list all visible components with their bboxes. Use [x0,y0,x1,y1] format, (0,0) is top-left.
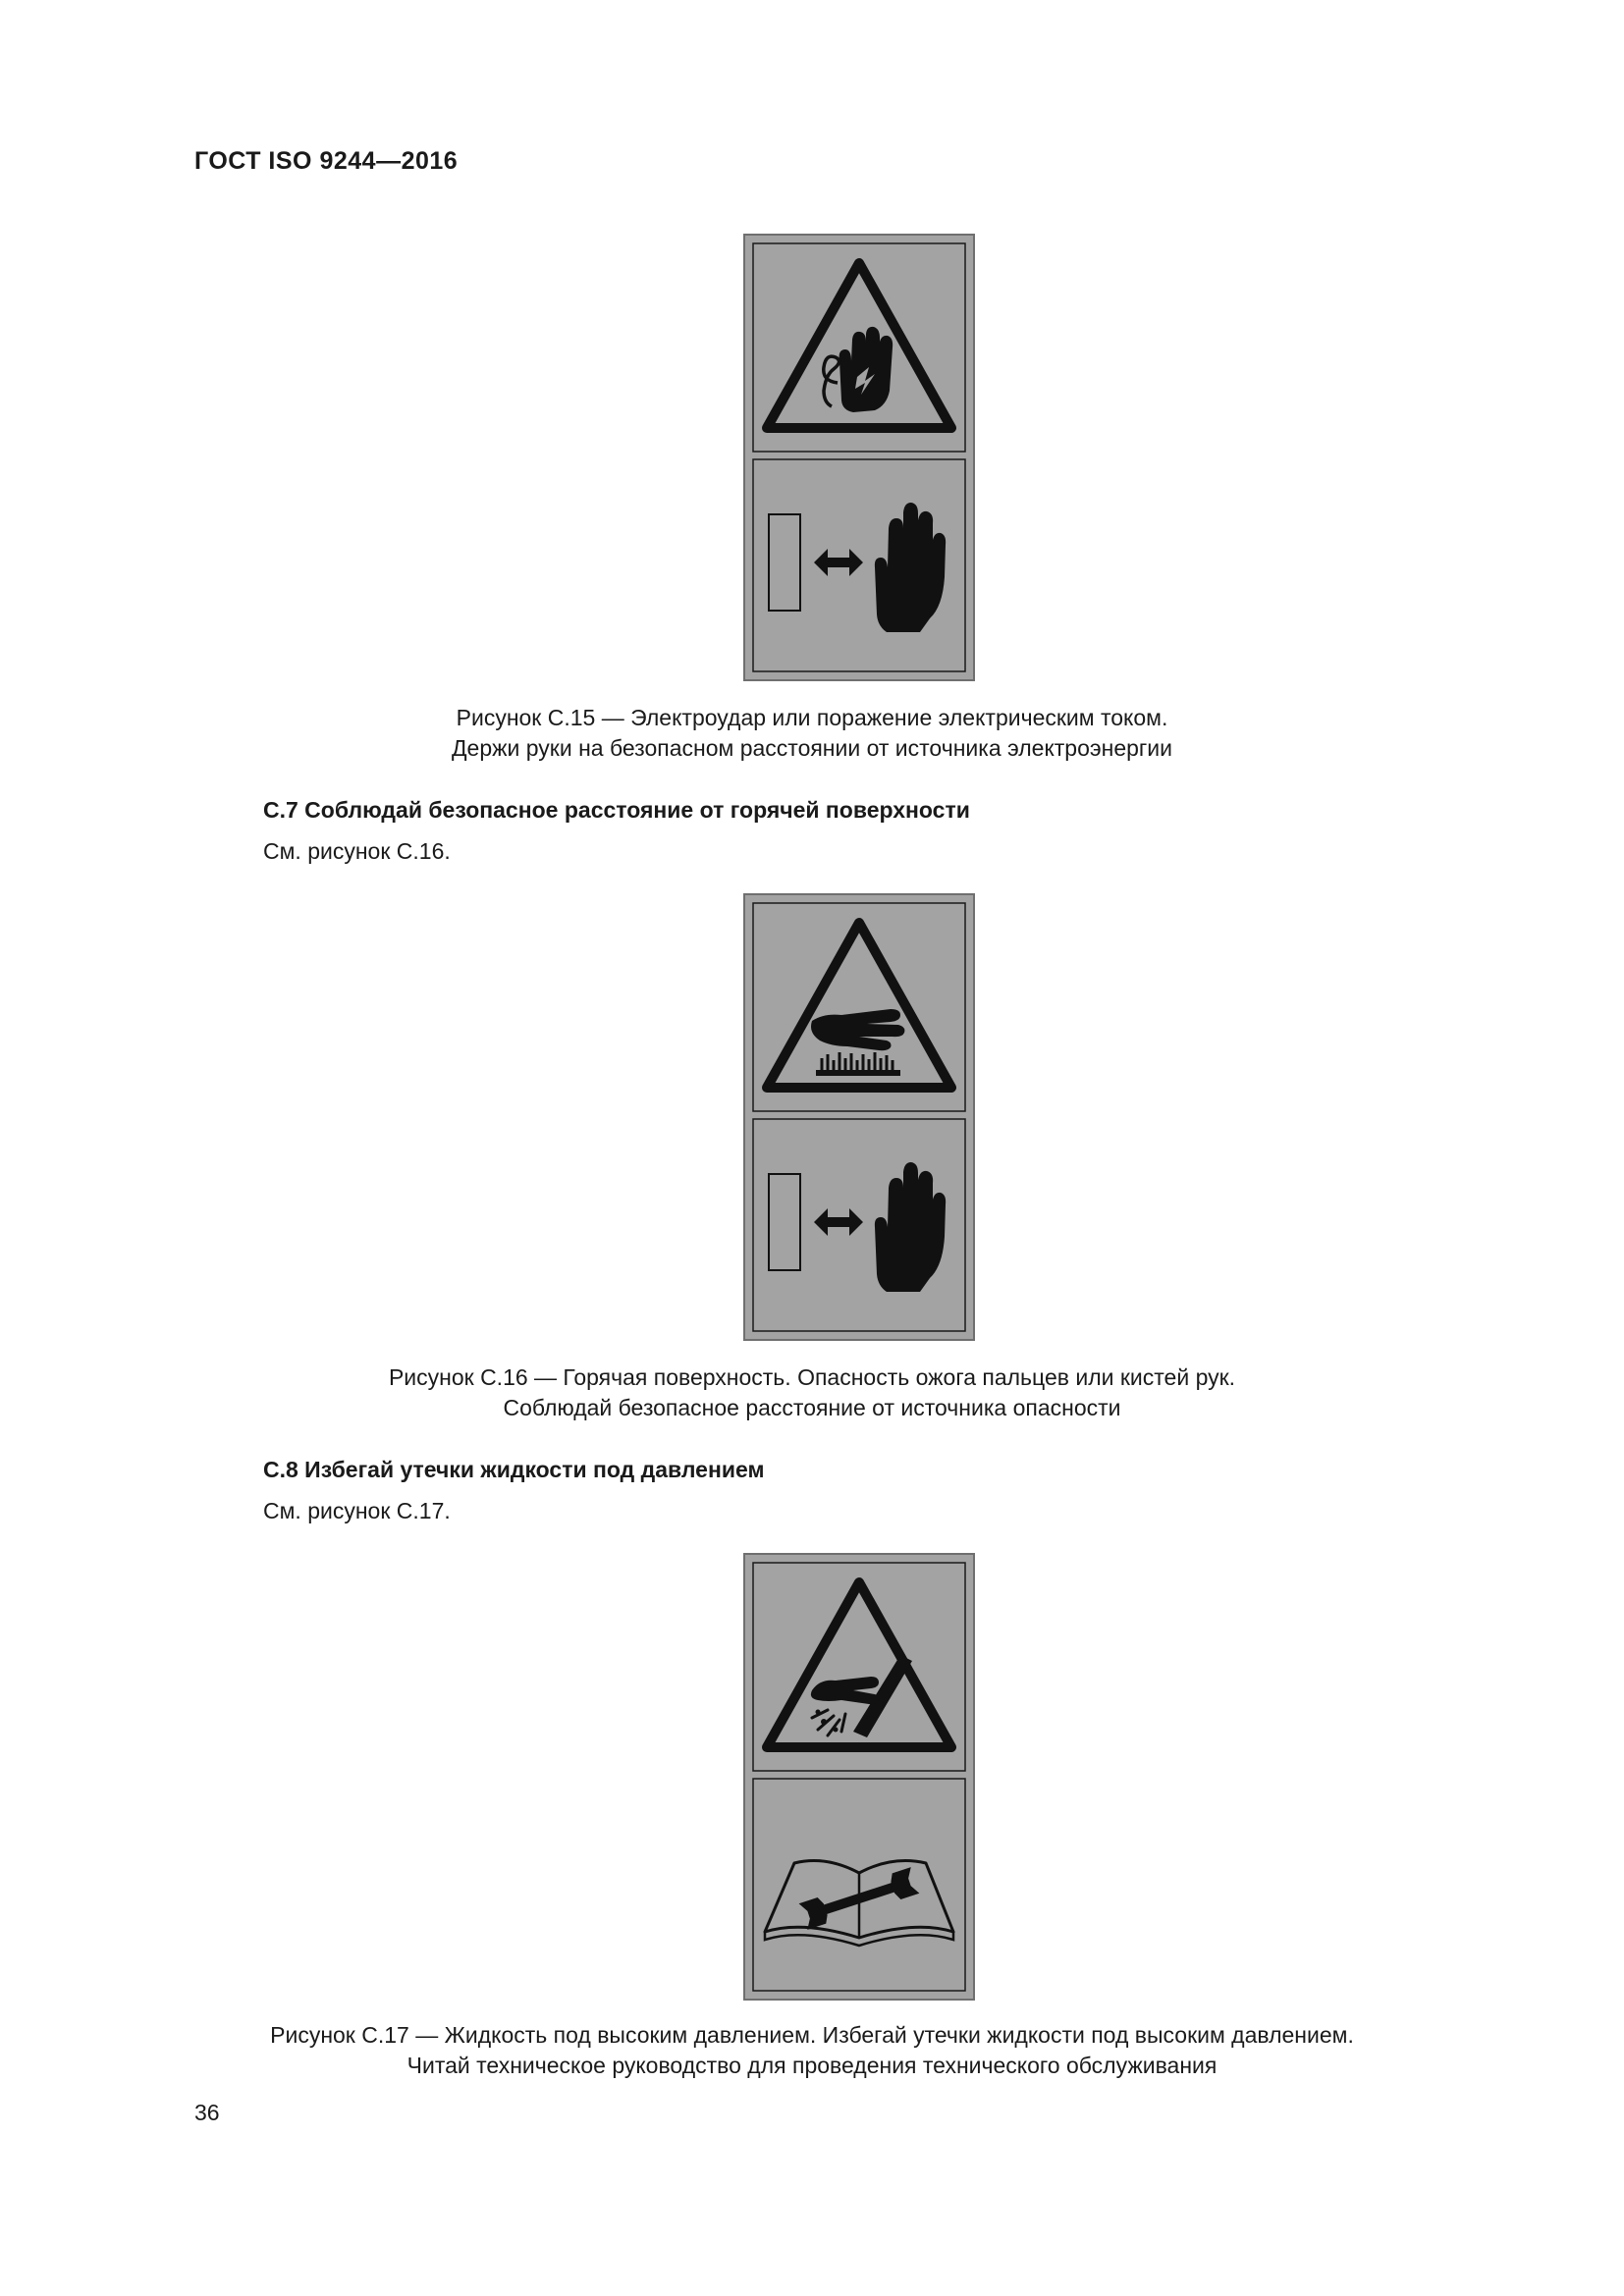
caption-line: Рисунок С.16 — Горячая поверхность. Опасность ожога пальцев или кистей рук. [388,1364,1236,1390]
caption-line: Рисунок С.17 — Жидкость под высоким давлением. Избегай утечки жидкости под высоким давлением. [270,2022,1354,2048]
safety-sign-c16 [743,893,975,1341]
section-title-c7: С.7 Соблюдай безопасное расстояние от горячей поверхности [263,797,970,823]
caption-line: Читай техническое руководство для проведения технического обслуживания [406,2053,1218,2078]
figure-caption-c17 [0,2020,1624,2081]
caption-line: Соблюдай безопасное расстояние от источника опасности [503,1395,1121,1420]
safety-sign-c17 [743,1553,975,2001]
section-ref-c7: См. рисунок С.16. [263,838,451,864]
caption-line: Держи руки на безопасном расстоянии от источника электроэнергии [451,735,1172,761]
section-title-c8: С.8 Избегай утечки жидкости под давлением [263,1457,765,1482]
figure-caption-c16 [0,1362,1624,1423]
page-number: 36 [194,2100,220,2125]
safety-sign-c15 [743,234,975,681]
document-header: ГОСТ ISO 9244—2016 [194,147,459,175]
caption-line: Рисунок С.15 — Электроудар или поражение электрическим током. [456,705,1168,730]
section-ref-c8: См. рисунок С.17. [263,1498,451,1523]
figure-caption-c15 [0,703,1624,764]
